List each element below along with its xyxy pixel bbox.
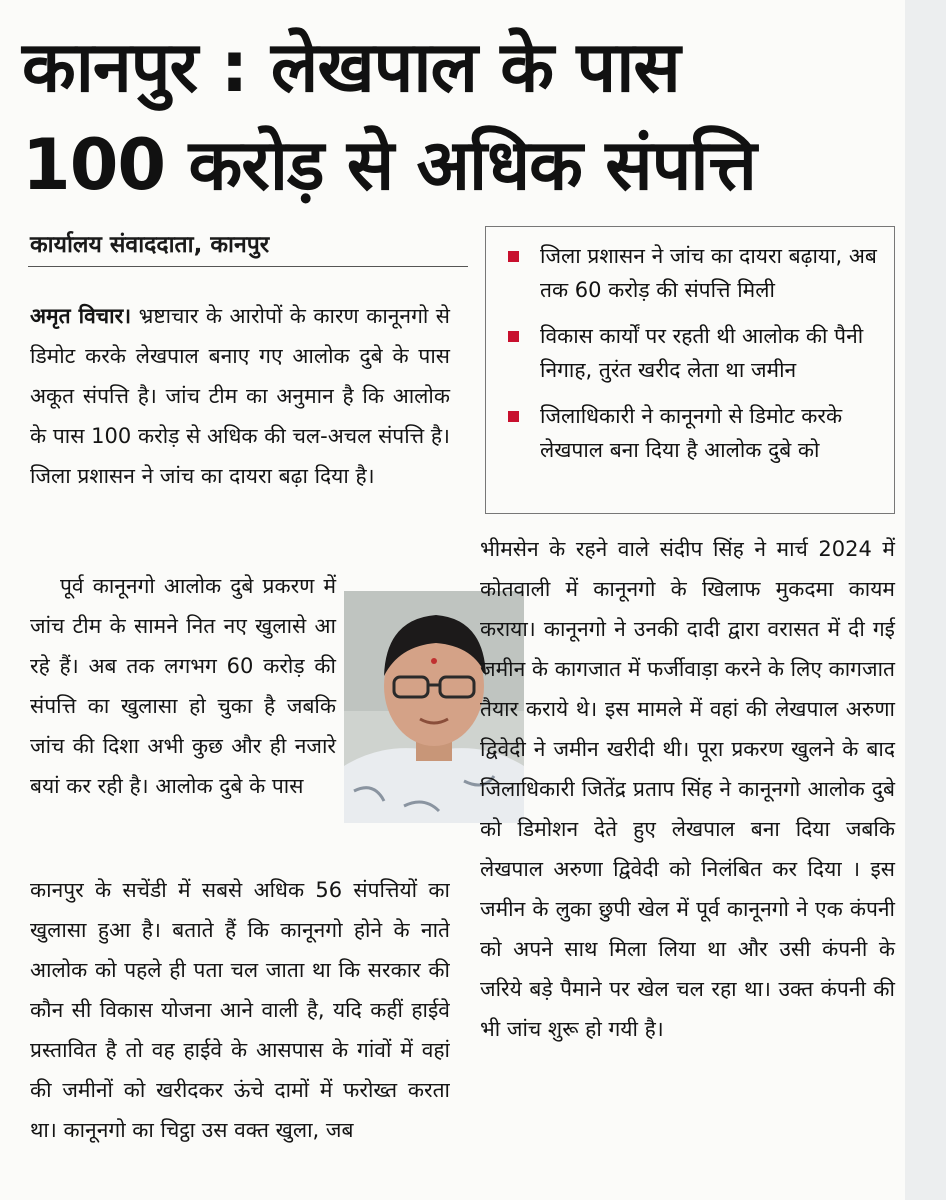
highlight-text: जिलाधिकारी ने कानूनगो से डिमोट करके लेखपाल बना दिया है आलोक दुबे को <box>540 404 843 462</box>
headline-line-2: 100 करोड़ से अधिक संपत्ति <box>22 124 756 206</box>
byline-divider <box>28 266 468 267</box>
square-bullet-icon <box>508 251 519 262</box>
dateline: अमृत विचार। <box>30 304 132 328</box>
square-bullet-icon <box>508 411 519 422</box>
highlight-item <box>504 319 880 387</box>
highlights-box <box>485 226 895 514</box>
headline-line-1: कानपुर : लेखपाल के पास <box>22 26 680 108</box>
highlight-item <box>504 239 880 307</box>
paragraph-1 <box>30 296 450 496</box>
byline: कार्यालय संवाददाता, कानपुर <box>30 232 270 258</box>
highlight-text: जिला प्रशासन ने जांच का दायरा बढ़ाया, अब तक 60 करोड़ की संपत्ति मिली <box>540 244 877 302</box>
highlight-text: विकास कार्यों पर रहती थी आलोक की पैनी निगाह, तुरंत खरीद लेता था जमीन <box>540 324 864 382</box>
square-bullet-icon <box>508 331 519 342</box>
paragraph-2-part-1: पूर्व कानूनगो आलोक दुबे प्रकरण में जांच टीम के सामने नित नए खुलासे आ रहे हैं। अब तक लगभग 60 करोड़ की संपत्ति का खुलासा हो चुका है जबकि जांच की दिशा अभी कुछ और ही नजारे बयां कर रही है। आलोक दुबे के पास <box>30 574 336 798</box>
screen-margin <box>905 0 946 1200</box>
paragraph-3: भीमसेन के रहने वाले संदीप सिंह ने मार्च 2024 में कोतवाली में कानूनगो के खिलाफ मुकदमा कायम कराया। कानूनगो ने उनकी दादी द्वारा वरासत में दी गई जमीन के कागजात में फर्जीवाड़ा करने के लिए कागजात तैयार कराये थे। इस मामले में वहां की लेखपाल अरुणा द्विवेदी ने जमीन खरीदी थी। पूरा प्रकरण खुलने के बाद जिलाधिकारी जितेंद्र प्रताप सिंह ने कानूनगो आलोक दुबे को डिमोशन देते हुए लेखपाल बना दिया जबकि लेखपाल अरुणा द्विवेदी को निलंबित कर दिया । इस जमीन के लुका छुपी खेल में पूर्व कानूनगो ने एक कंपनी को अपने साथ मिला लिया था और उसी कंपनी के जरिये बड़े पैमाने पर खेल चल रहा था। उक्त कंपनी की भी जांच शुरू हो गयी है। <box>480 537 895 1041</box>
highlight-item <box>504 399 880 467</box>
paragraph-1-text: भ्रष्टाचार के आरोपों के कारण कानूनगो से डिमोट करके लेखपाल बनाए गए आलोक दुबे के पास अकूत संपत्ति है। जांच टीम का अनुमान है कि आलोक के पास 100 करोड़ से अधिक की चल-अचल संपत्ति है। जिला प्रशासन ने जांच का दायरा बढ़ा दिया है। <box>30 304 451 488</box>
paragraph-2-part-2: कानपुर के सचेंडी में सबसे अधिक 56 संपत्तियों का खुलासा हुआ है। बताते हैं कि कानूनगो होने के नाते आलोक को पहले ही पता चल जाता था कि सरकार की कौन सी विकास योजना आने वाली है, यदि कहीं हाईवे प्रस्तावित है तो वह हाईवे के आसपास के गांवों में वहां की जमीनों को खरीदकर ऊंचे दामों में फरोख्त करता था। कानूनगो का चिट्ठा उस वक्त खुला, जब <box>30 878 450 1142</box>
headline <box>22 18 902 214</box>
